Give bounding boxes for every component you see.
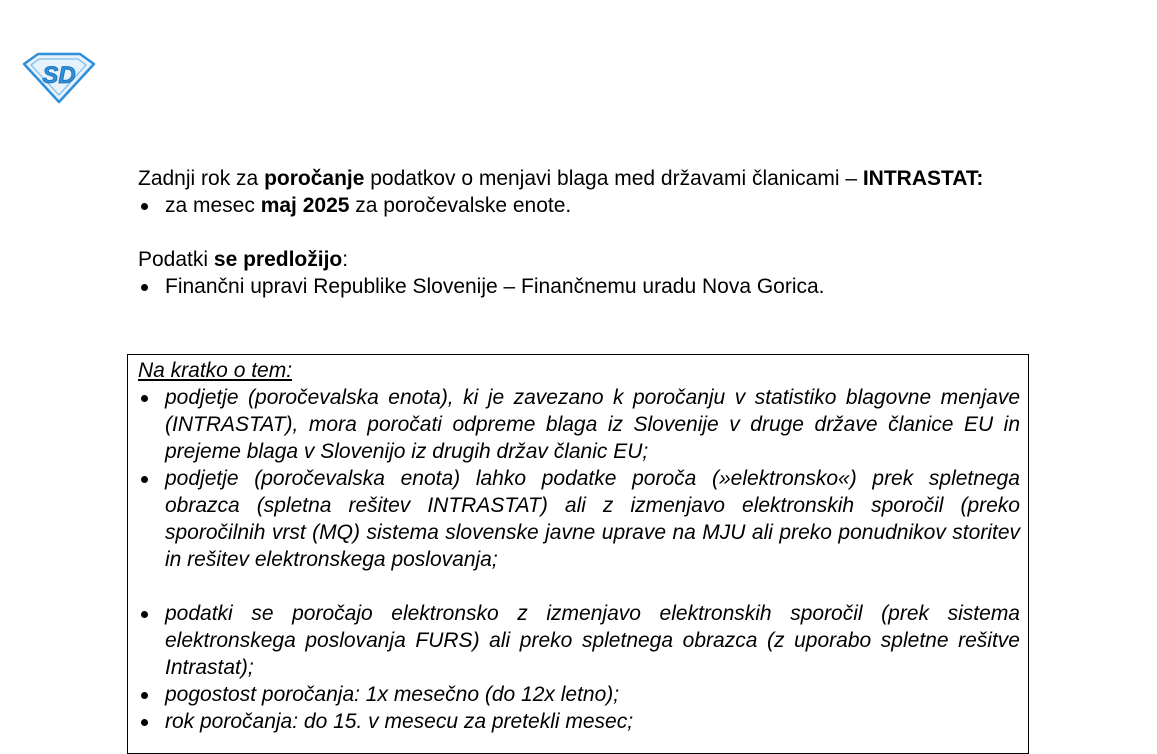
- bullet-icon: [141, 203, 148, 210]
- sd-shield-logo-icon: [22, 48, 96, 104]
- summary-box: [127, 354, 1029, 754]
- deadline-list: [138, 192, 1022, 219]
- summary-item-text: podatki se poročajo elektronsko z izmenjavo elektronskih sporočil (prek sistema elektronskega poslovanja FURS) ali preko spletnega obrazca (z uporabo spletne rešitve Intrastat);: [165, 602, 1020, 679]
- svg-text:SD: SD: [42, 62, 76, 89]
- deadline-bold-reporting: poročanje: [264, 167, 365, 190]
- list-item: [138, 681, 1020, 708]
- submit-list: [138, 273, 1022, 300]
- list-item: [138, 708, 1020, 735]
- bullet-icon: [141, 395, 148, 402]
- month-text: za mesec: [165, 194, 261, 217]
- deadline-bold-intrastat: INTRASTAT:: [862, 167, 984, 190]
- deadline-paragraph: [138, 165, 1022, 192]
- deadline-text-2: podatkov o menjavi blaga med državami članicami –: [364, 167, 863, 190]
- submit-paragraph: [138, 246, 1022, 273]
- summary-item-text: podjetje (poročevalska enota) lahko podatke poroča (»elektronsko«) prek spletnega obrazca (spletna rešitev INTRASTAT) ali z izmenjavo elektronskih sporočil (preko sporočilnih vrst (MQ) sistema slovenske javne uprave na MJU ali preko ponudnikov storitev in rešitev elektronskega poslovanja;: [165, 467, 1020, 571]
- summary-item-text: pogostost poročanja: 1x mesečno (do 12x letno);: [165, 683, 620, 706]
- document-body: [138, 165, 1022, 300]
- month-text-post: za poročevalske enote.: [349, 194, 572, 217]
- submit-bold: se predložijo: [213, 248, 343, 271]
- summary-item-text: rok poročanja: do 15. v mesecu za pretekli mesec;: [165, 710, 634, 733]
- month-bold: maj 2025: [260, 194, 350, 217]
- bullet-icon: [141, 719, 148, 726]
- bullet-icon: [141, 611, 148, 618]
- deadline-text: Zadnji rok za: [138, 167, 265, 190]
- list-item: [138, 384, 1020, 465]
- bullet-icon: [141, 692, 148, 699]
- submit-recipient: Finančni upravi Republike Slovenije – Finančnemu uradu Nova Gorica.: [165, 275, 825, 298]
- submit-text: Podatki: [138, 248, 214, 271]
- list-item: [138, 273, 1022, 300]
- summary-title: Na kratko o tem:: [138, 359, 293, 382]
- list-item: [138, 192, 1022, 219]
- list-item: [138, 465, 1020, 573]
- bullet-icon: [141, 284, 148, 291]
- submit-colon: :: [342, 248, 349, 271]
- summary-list: [138, 384, 1020, 735]
- list-item: [138, 600, 1020, 681]
- summary-item-text: podjetje (poročevalska enota), ki je zavezano k poročanju v statistiko blagovne menjave (INTRASTAT), mora poročati odpreme blaga iz Slovenije v druge države članice EU in prejeme blaga v Slovenijo iz drugih držav članic EU;: [165, 386, 1020, 463]
- bullet-icon: [141, 476, 148, 483]
